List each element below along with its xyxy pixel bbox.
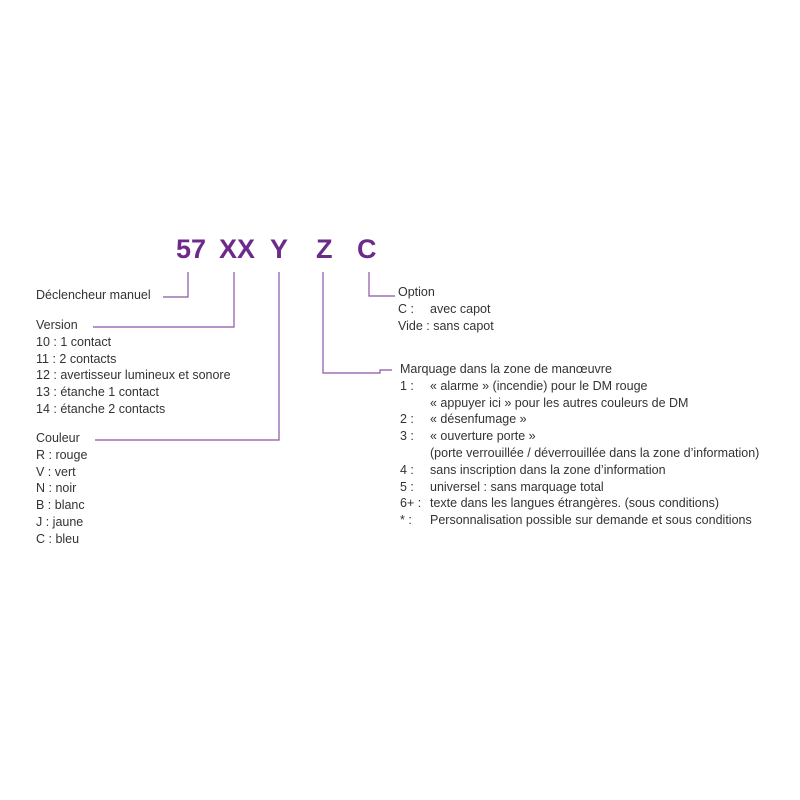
code-part-c: C [357,234,377,264]
code-part-57: 57 [176,234,207,264]
marquage-value: universel : sans marquage total [430,479,604,494]
version-block [36,317,231,418]
connector-declencheur [163,272,188,297]
code-part-xx: XX [219,234,256,264]
code-part-y: Y [270,234,289,264]
marquage-item [400,395,759,412]
marquage-value: Personnalisation possible sur demande et sous conditions [430,513,752,528]
couleur-item: J : jaune [36,514,84,529]
option-title: Option [398,285,435,299]
marquage-item [400,462,759,479]
option-key: Vide : [398,318,430,333]
declencheur-label: Déclencheur manuel [36,288,151,302]
marquage-key: 3 : [400,429,414,444]
marquage-key: * : [400,513,412,528]
marquage-item [400,411,759,428]
marquage-value: « désenfumage » [430,412,527,427]
couleur-block [36,430,87,548]
couleur-item: B : blanc [36,498,85,513]
option-value: avec capot [430,301,491,316]
marquage-value: « ouverture porte » [430,429,536,444]
version-item: 10 : 1 contact [36,334,112,349]
version-item: 12 : avertisseur lumineux et sonore [36,368,231,383]
option-item [398,318,494,335]
couleur-item: R : rouge [36,447,88,462]
marquage-item [400,378,759,395]
marquage-value: sans inscription dans la zone d’information [430,462,666,477]
couleur-item: C : bleu [36,531,80,546]
marquage-item [400,512,759,529]
marquage-title: Marquage dans la zone de manœuvre [400,362,612,376]
marquage-value: texte dans les langues étrangères. (sous conditions) [430,496,720,511]
option-block [398,284,494,334]
marquage-value: (porte verrouillée / déverrouillée dans la zone d’information) [430,445,760,460]
connector-option [369,272,395,296]
couleur-title: Couleur [36,431,80,445]
option-key: C : [398,301,414,316]
marquage-item [400,445,759,462]
version-item: 13 : étanche 1 contact [36,385,160,400]
marquage-item [400,479,759,496]
marquage-item [400,428,759,445]
version-item: 11 : 2 contacts [36,351,117,366]
marquage-value: « appuyer ici » pour les autres couleurs de DM [430,395,689,410]
marquage-key: 1 : [400,378,414,393]
marquage-key: 6+ : [400,496,422,511]
connector-marquage [323,272,392,373]
marquage-key: 4 : [400,462,414,477]
couleur-item: V : vert [36,464,76,479]
version-title: Version [36,318,78,332]
code-part-z: Z [316,234,333,264]
marquage-block [400,361,759,529]
marquage-key: 2 : [400,412,414,427]
couleur-item: N : noir [36,481,77,496]
marquage-key: 5 : [400,479,414,494]
option-item [398,301,494,318]
option-value: sans capot [433,318,494,333]
marquage-item [400,495,759,512]
marquage-value: « alarme » (incendie) pour le DM rouge [430,378,648,393]
version-item: 14 : étanche 2 contacts [36,401,166,416]
